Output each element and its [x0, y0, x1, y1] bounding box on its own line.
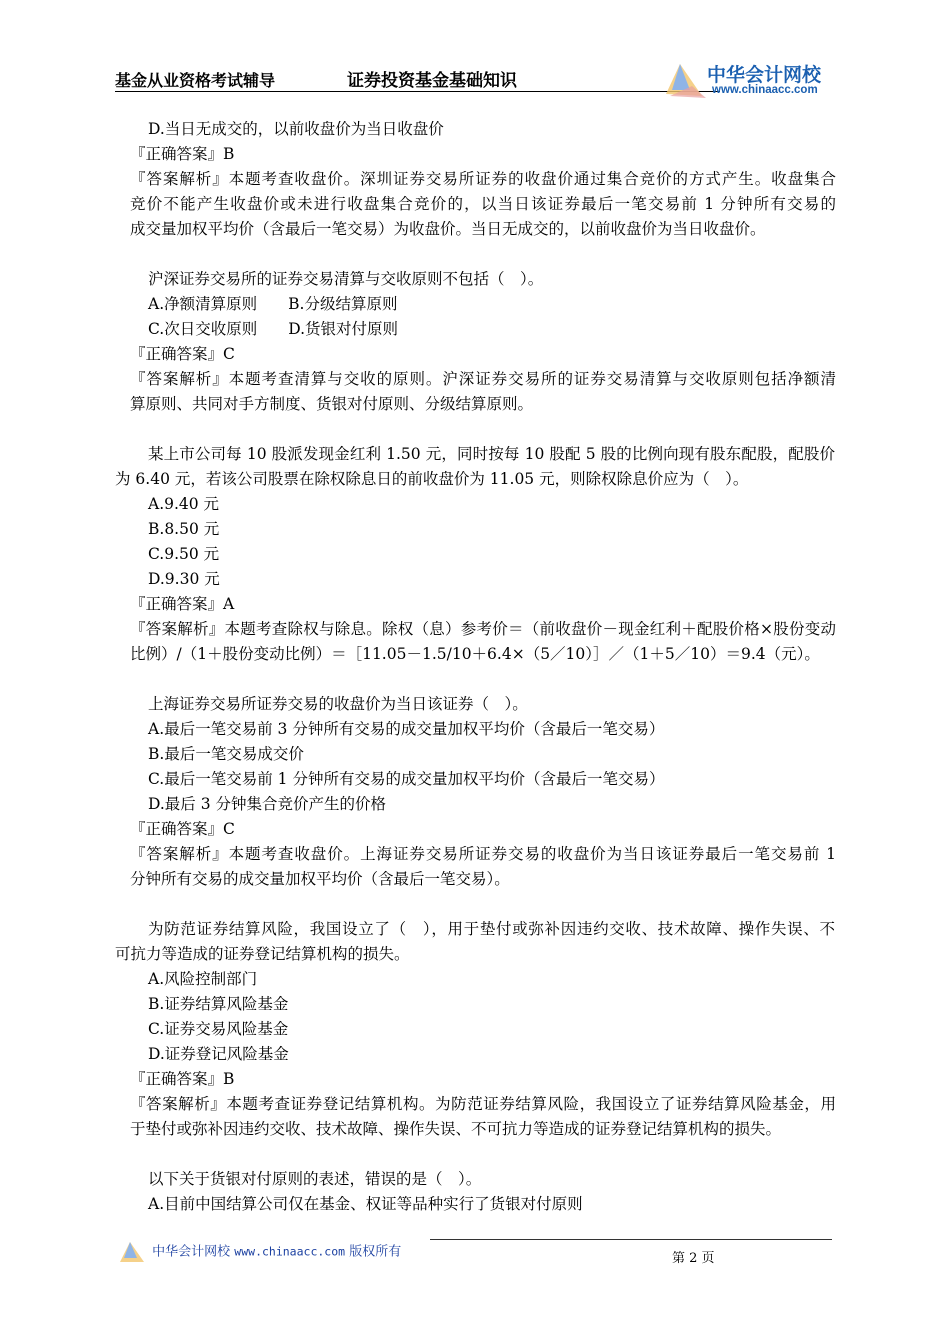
header-subject: 证券投资基金基础知识	[347, 71, 517, 91]
text-line-ans: 『正确答案』A	[130, 595, 235, 613]
page-number: 第 2 页	[672, 1251, 715, 1266]
footer-brand-name: 中华会计网校	[152, 1244, 231, 1260]
text-line-explc: 于垫付或弥补因违约交收、技术故障、操作失误、不可抗力等造成的证券登记结算机构的损失。	[130, 1120, 782, 1138]
text-line-qc: 为 6.40 元，若该公司股票在除权除息日的前收盘价为 11.05 元，则除权除息价应为（ ）。	[115, 470, 749, 488]
footer-logo-icon	[118, 1240, 148, 1264]
text-line-opt: C.9.50 元	[148, 545, 220, 563]
text-line-explc: 成交量加权平均价（含最后一笔交易）为收盘价。当日无成交的，以前收盘价为当日收盘价。	[130, 220, 766, 238]
text-line-expl: 竞价不能产生收盘价或未进行收盘集合竞价的，以当日该证券最后一笔交易前 1 分钟所有交易的	[130, 195, 836, 213]
text-line-opt: C.次日交收原则 D.货银对付原则	[148, 320, 399, 338]
text-line-opt: D.当日无成交的，以前收盘价为当日收盘价	[148, 120, 444, 138]
text-line-opt: B.证券结算风险基金	[148, 995, 289, 1013]
footer-rule	[430, 1239, 832, 1240]
document-body	[0, 117, 950, 1217]
logo-triangle-icon	[662, 60, 710, 100]
text-line-expl: 『答案解析』本题考查证券登记结算机构。为防范证券结算风险，我国设立了证券结算风险基金，用	[130, 1095, 836, 1113]
spacer	[0, 242, 950, 267]
text-line-opt: C.最后一笔交易前 1 分钟所有交易的成交量加权平均价（含最后一笔交易）	[148, 770, 665, 788]
text-line-opt: 沪深证券交易所的证券交易清算与交收原则不包括（ ）。	[148, 270, 544, 288]
header-series: 基金从业资格考试辅导	[115, 71, 276, 90]
text-line-opt: A.风险控制部门	[148, 970, 258, 988]
text-line-expl: 『答案解析』本题考查收盘价。上海证券交易所证券交易的收盘价为当日该证券最后一笔交易前 1	[130, 845, 836, 863]
text-line-opt: D.最后 3 分钟集合竞价产生的价格	[148, 795, 387, 813]
text-line-opt: B.8.50 元	[148, 520, 220, 538]
text-line-ans: 『正确答案』B	[130, 1070, 235, 1088]
text-line-q: 为防范证券结算风险，我国设立了（ ），用于垫付或弥补因违约交收、技术故障、操作失误、不	[148, 920, 835, 938]
footer-url: www.chinaacc.com	[234, 1244, 346, 1259]
text-line-opt: A.目前中国结算公司仅在基金、权证等品种实行了货银对付原则	[148, 1195, 583, 1213]
text-line-opt: A.9.40 元	[148, 495, 220, 513]
text-line-expl: 『答案解析』本题考查除权与除息。除权（息）参考价＝（前收盘价－现金红利＋配股价格×股份变动	[130, 620, 836, 638]
spacer	[0, 417, 950, 442]
footer-brand	[118, 1240, 401, 1264]
text-line-opt: A.最后一笔交易前 3 分钟所有交易的成交量加权平均价（含最后一笔交易）	[148, 720, 665, 738]
text-line-ans: 『正确答案』B	[130, 145, 235, 163]
spacer	[0, 667, 950, 692]
text-line-ans: 『正确答案』C	[130, 345, 235, 363]
spacer	[0, 1142, 950, 1167]
text-line-ans: 『正确答案』C	[130, 820, 235, 838]
footer-rights: 版权所有	[349, 1244, 402, 1260]
text-line-q: 某上市公司每 10 股派发现金红利 1.50 元，同时按每 10 股配 5 股的比例向现有股东配股，配股价	[148, 445, 835, 463]
text-line-explc: 比例）/（1＋股份变动比例）＝［11.05－1.5/10＋6.4×（5／10）］／（1＋5／10）＝9.4（元）。	[130, 645, 820, 663]
logo	[662, 60, 837, 100]
text-line-opt: C.证券交易风险基金	[148, 1020, 289, 1038]
text-line-explc: 算原则、共同对手方制度、货银对付原则、分级结算原则。	[130, 395, 534, 413]
text-line-opt: D.9.30 元	[148, 570, 220, 588]
text-line-expl: 『答案解析』本题考查收盘价。深圳证券交易所证券的收盘价通过集合竞价的方式产生。收盘集合	[130, 170, 836, 188]
text-line-opt: D.证券登记风险基金	[148, 1045, 289, 1063]
text-line-opt: B.最后一笔交易成交价	[148, 745, 304, 763]
text-line-expl: 『答案解析』本题考查清算与交收的原则。沪深证券交易所的证券交易清算与交收原则包括净额清	[130, 370, 836, 388]
logo-name: 中华会计网校	[707, 64, 822, 86]
spacer	[0, 892, 950, 917]
text-line-qc: 可抗力等造成的证券登记结算机构的损失。	[115, 945, 410, 963]
text-line-opt: A.净额清算原则 B.分级结算原则	[148, 295, 398, 313]
text-line-explc: 分钟所有交易的成交量加权平均价（含最后一笔交易）。	[130, 870, 510, 888]
header-rule	[115, 91, 720, 92]
text-line-opt: 上海证券交易所证券交易的收盘价为当日该证券（ ）。	[148, 695, 528, 713]
logo-url: www.chinaacc.com	[712, 84, 818, 96]
text-line-opt: 以下关于货银对付原则的表述，错误的是（ ）。	[148, 1170, 482, 1188]
